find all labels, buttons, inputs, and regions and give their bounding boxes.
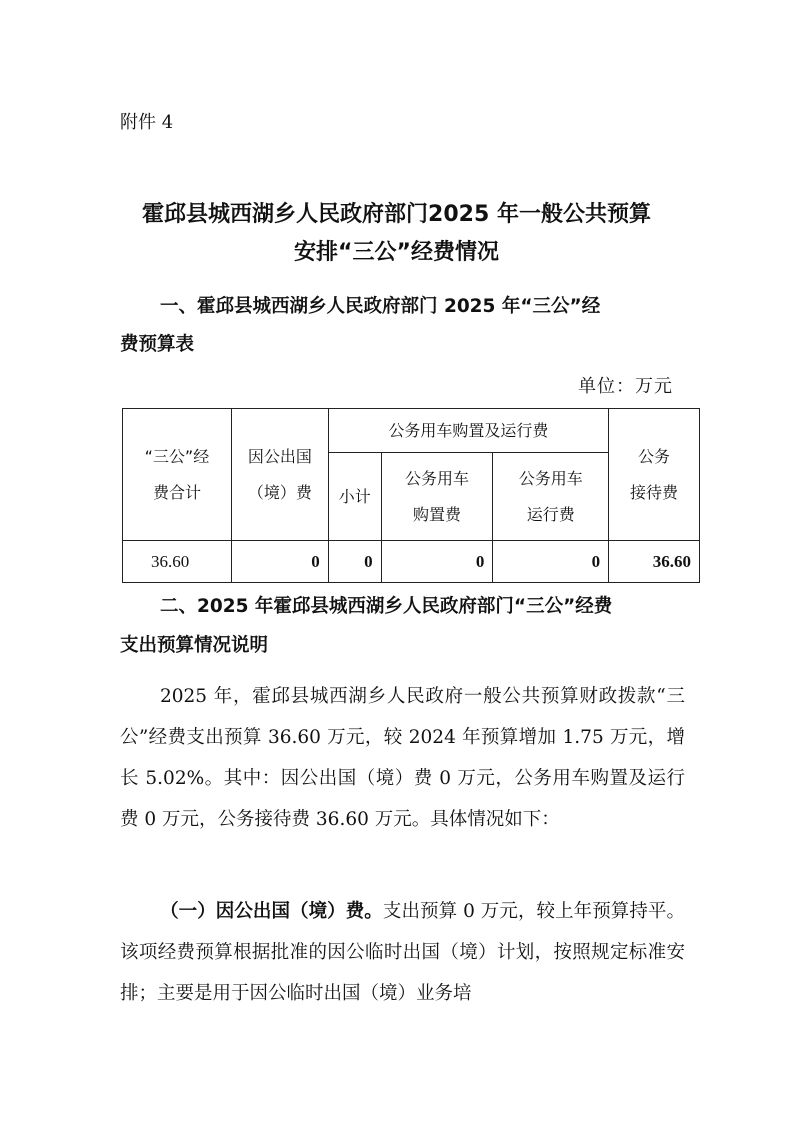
header-abroad bbox=[231, 409, 328, 541]
header-abroad-line-1: 因公出国 bbox=[247, 446, 312, 466]
value-total: 36.60 bbox=[123, 541, 232, 583]
body-paragraph-1 bbox=[120, 676, 685, 840]
header-vehicle-group: 公务用车购置及运行费 bbox=[328, 409, 608, 453]
header-vehicle-purchase bbox=[381, 453, 493, 541]
table-row bbox=[123, 541, 700, 583]
body-paragraph-2-lead: （一）因公出国（境）费。 bbox=[160, 901, 383, 922]
value-vehicle-operation: 0 bbox=[493, 541, 609, 583]
section2-heading-line-2: 支出预算情况说明 bbox=[120, 635, 269, 656]
section2-heading-line-1: 二、2025 年霍邱县城西湖乡人民政府部门“三公”经费 bbox=[160, 596, 613, 617]
attachment-label: 附件 4 bbox=[120, 112, 174, 133]
body-paragraph-1-text: 2025 年，霍邱县城西湖乡人民政府一般公共预算财政拨款“三公”经费支出预算 36.60 万元，较 2024 年预算增加 1.75 万元，增长 5.02%。其中：因公出国（境）费 0 万元，公务用车购置及运行费 0 万元，公务接待费 36.60 万元。具体情况如下： bbox=[120, 686, 685, 830]
section1-heading-line-1: 一、霍邱县城西湖乡人民政府部门 2025 年“三公”经 bbox=[160, 296, 601, 317]
header-vehicle-operation bbox=[493, 453, 609, 541]
unit-label: 单位：万元 bbox=[578, 376, 673, 397]
header-vehicle-operation-line-2: 运行费 bbox=[526, 504, 575, 524]
header-vehicle-operation-line-1: 公务用车 bbox=[518, 468, 583, 488]
header-total bbox=[123, 409, 232, 541]
section1-heading-line-2: 费预算表 bbox=[120, 334, 195, 355]
header-subtotal: 小计 bbox=[328, 453, 381, 541]
budget-table bbox=[122, 408, 700, 583]
value-vehicle-purchase: 0 bbox=[381, 541, 493, 583]
value-abroad: 0 bbox=[231, 541, 328, 583]
value-subtotal: 0 bbox=[328, 541, 381, 583]
body-paragraph-2 bbox=[120, 891, 685, 1014]
page-title-line-1: 霍邱县城西湖乡人民政府部门2025 年一般公共预算 bbox=[142, 202, 651, 227]
body-paragraph-2-text: 支出预算 0 万元，较上年预算持平。该项经费预算根据批准的因公临时出国（境）计划，按照规定标准安排；主要是用于因公临时出国（境）业务培 bbox=[120, 901, 685, 1004]
header-total-line-2: 费合计 bbox=[152, 482, 201, 502]
value-reception: 36.60 bbox=[609, 541, 700, 583]
header-vehicle-purchase-line-1: 公务用车 bbox=[404, 468, 469, 488]
header-reception bbox=[609, 409, 700, 541]
header-reception-line-2: 接待费 bbox=[630, 482, 679, 502]
header-reception-line-1: 公务 bbox=[638, 446, 671, 466]
page-title-line-2: 安排“三公”经费情况 bbox=[294, 240, 499, 265]
header-vehicle-purchase-line-2: 购置费 bbox=[412, 504, 461, 524]
header-abroad-line-2: （境）费 bbox=[247, 482, 312, 502]
header-total-line-1: “三公”经 bbox=[144, 446, 210, 466]
